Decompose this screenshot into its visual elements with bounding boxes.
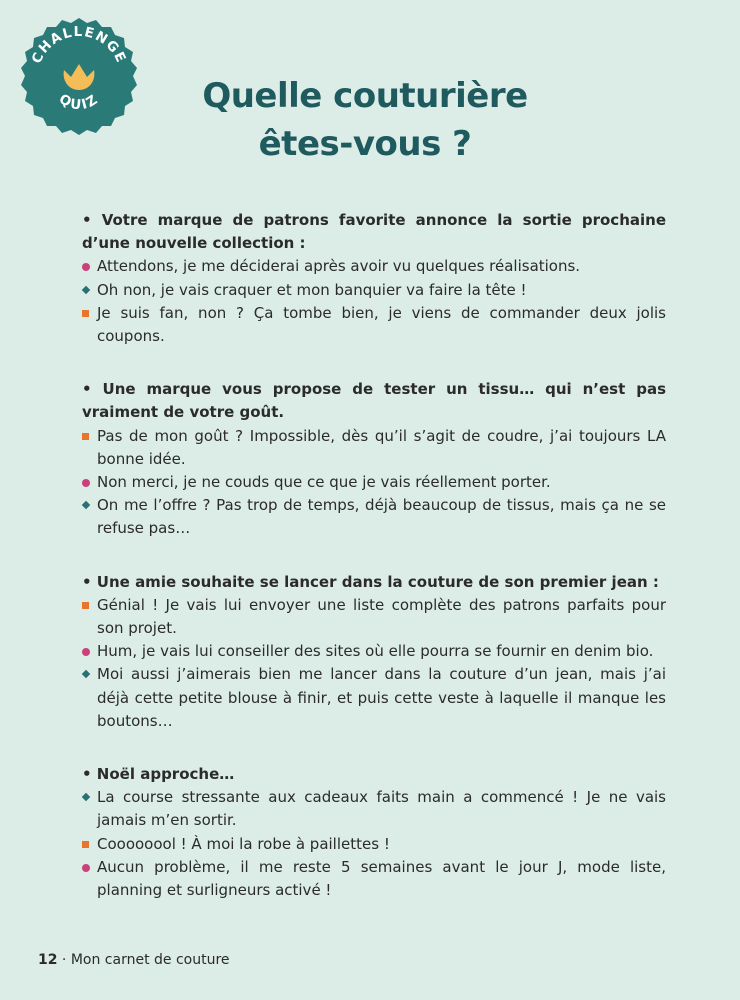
circle-marker-icon bbox=[82, 648, 90, 656]
answer-option bbox=[82, 856, 666, 902]
diamond-marker-icon bbox=[82, 285, 90, 293]
answer-text: Aucun problème, il me reste 5 semaines avant le jour J, mode liste, planning et surligneurs activé ! bbox=[97, 857, 666, 900]
page-title bbox=[150, 72, 580, 168]
answer-text: Pas de mon goût ? Impossible, dès qu’il s’agit de coudre, j’ai toujours LA bonne idée. bbox=[97, 426, 666, 468]
question-text: • Noël approche… bbox=[82, 765, 235, 784]
circle-marker-icon bbox=[82, 263, 90, 271]
badge-challenge-label: CHALLENGE bbox=[28, 23, 130, 67]
circle-marker-icon bbox=[82, 864, 90, 872]
page-title-line2: êtes-vous ? bbox=[258, 124, 472, 164]
diamond-marker-icon bbox=[82, 670, 90, 678]
answer-option bbox=[82, 255, 666, 278]
question-3 bbox=[82, 571, 666, 733]
page-footer bbox=[38, 952, 230, 968]
answer-option bbox=[82, 279, 666, 302]
answer-text: Hum, je vais lui conseiller des sites où elle pourra se fournir en denim bio. bbox=[97, 642, 654, 661]
answer-text: Non merci, je ne couds que ce que je vais réellement porter. bbox=[97, 473, 551, 492]
question-text: • Une amie souhaite se lancer dans la couture de son premier jean : bbox=[82, 572, 659, 591]
diamond-marker-icon bbox=[82, 501, 90, 509]
answer-option bbox=[82, 663, 666, 733]
answer-text: Coooooool ! À moi la robe à paillettes ! bbox=[97, 834, 390, 853]
diamond-marker-icon bbox=[82, 793, 90, 801]
answer-text: Génial ! Je vais lui envoyer une liste complète des patrons parfaits pour son projet. bbox=[97, 595, 666, 638]
answer-option bbox=[82, 494, 666, 540]
square-marker-icon bbox=[82, 841, 89, 848]
question-text: • Votre marque de patrons favorite annonce la sortie prochaine d’une nouvelle collection : bbox=[82, 211, 666, 253]
answer-option bbox=[82, 833, 666, 856]
quiz-content bbox=[82, 209, 666, 932]
answer-text: Je suis fan, non ? Ça tombe bien, je viens de commander deux jolis coupons. bbox=[97, 303, 666, 346]
answer-option bbox=[82, 594, 666, 640]
question-text: • Une marque vous propose de tester un tissu… qui n’est pas vraiment de votre goût. bbox=[82, 380, 666, 422]
answer-text: Moi aussi j’aimerais bien me lancer dans la couture d’un jean, mais j’ai déjà cette petite blouse à finir, et puis cette veste à laquelle il manque les boutons… bbox=[97, 665, 666, 730]
answer-option bbox=[82, 640, 666, 663]
answer-text: On me l’offre ? Pas trop de temps, déjà beaucoup de tissus, mais ça ne se refuse pas… bbox=[97, 496, 666, 538]
page-number: 12 bbox=[38, 952, 58, 968]
answer-text: Oh non, je vais craquer et mon banquier va faire la tête ! bbox=[97, 280, 527, 299]
question-4 bbox=[82, 763, 666, 902]
answer-option bbox=[82, 471, 666, 494]
question-1 bbox=[82, 209, 666, 348]
question-2 bbox=[82, 378, 666, 540]
square-marker-icon bbox=[82, 310, 89, 317]
answer-option bbox=[82, 786, 666, 832]
answer-text: Attendons, je me déciderai après avoir vu quelques réalisations. bbox=[97, 257, 581, 276]
answer-option bbox=[82, 425, 666, 471]
answer-text: La course stressante aux cadeaux faits main a commencé ! Je ne vais jamais m’en sortir. bbox=[97, 788, 666, 830]
challenge-quiz-badge bbox=[16, 14, 142, 140]
square-marker-icon bbox=[82, 602, 89, 609]
footer-separator: · bbox=[57, 952, 71, 968]
badge-graphic bbox=[16, 14, 142, 140]
book-title: Mon carnet de couture bbox=[70, 952, 230, 968]
answer-option bbox=[82, 302, 666, 348]
badge-quiz-label: QUIZ bbox=[56, 90, 102, 114]
circle-marker-icon bbox=[82, 479, 90, 487]
square-marker-icon bbox=[82, 433, 89, 440]
page-title-line1: Quelle couturière bbox=[202, 76, 528, 116]
